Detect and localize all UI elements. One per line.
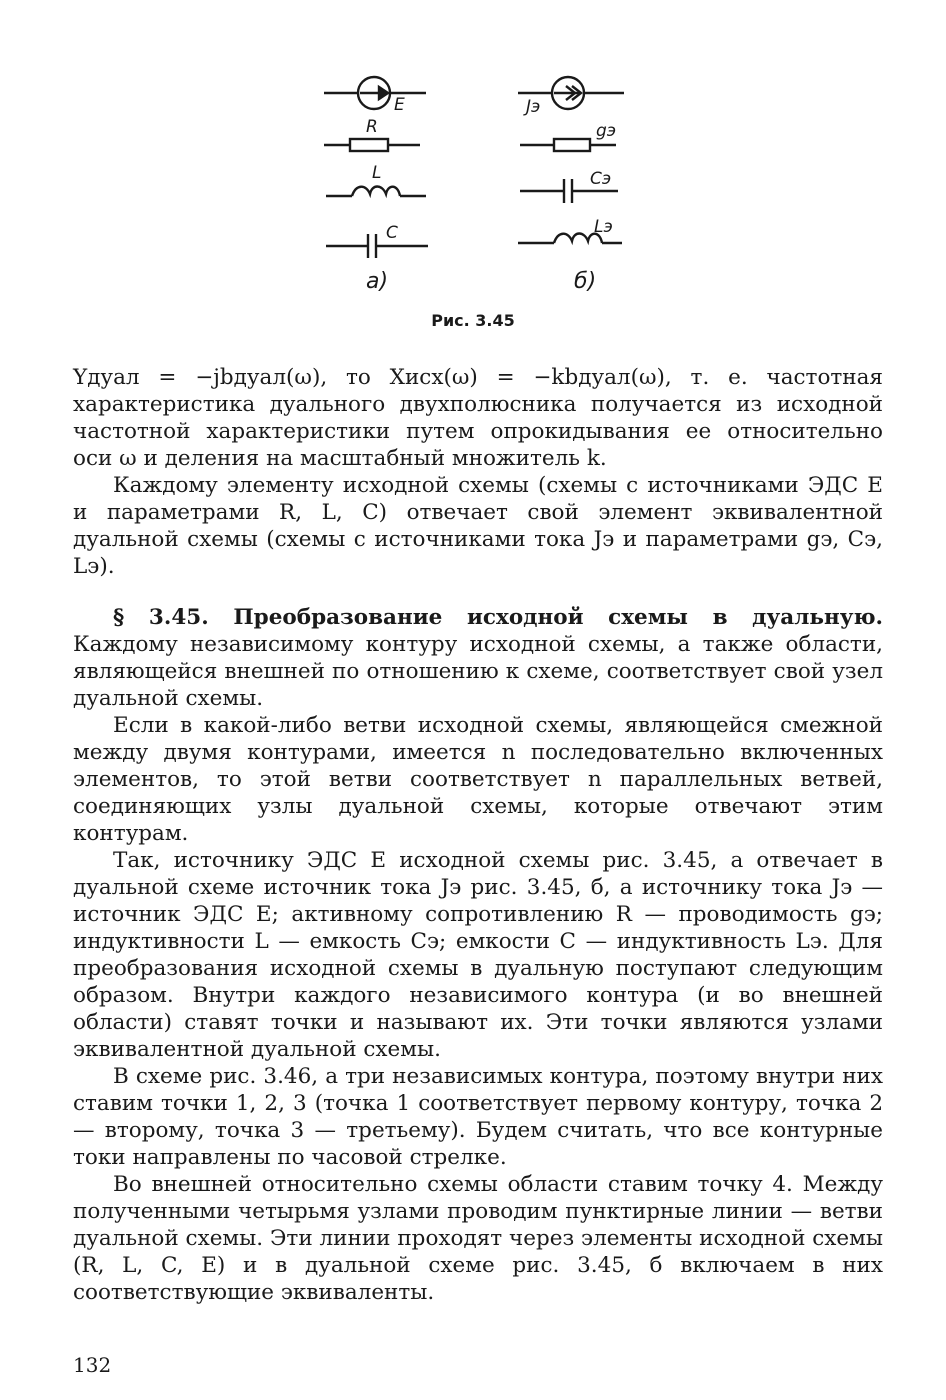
paragraph: Так, источнику ЭДС E исходной схемы рис. 3.45, а отвечает в дуальной схеме источник тока Jэ рис. 3.45, б, а источнику тока Jэ — источник ЭДС E; активному сопротивлению R — проводимость gэ; индуктивности L — емкость Cэ; емкости C — индуктивность Lэ. Для преобразования исходной схемы в дуальную поступают следующим образом. Внутри каждого независимого контура (и во внешней области) ставят точки и называют их. Эти точки являются узлами эквивалентной дуальной схемы.	[73, 848, 883, 1062]
label-C-e: Cэ	[590, 169, 612, 189]
conductance-icon	[554, 139, 590, 151]
inductor-icon	[352, 187, 400, 197]
page-number: 132	[73, 1353, 112, 1377]
label-L-e: Lэ	[594, 217, 613, 237]
paragraph: Каждому элементу исходной схемы (схемы с источниками ЭДС E и параметрами R, L, C) отвечает свой элемент эквивалентной дуальной схемы (схемы с источниками тока Jэ и параметрами gэ, Cэ, Lэ).	[73, 473, 883, 579]
body-text	[73, 364, 883, 1306]
sublabel-a: а)	[366, 269, 389, 294]
paragraph: Каждому независимому контуру исходной схемы, а также области, являющейся внешней по отношению к схеме, соответствует свой узел дуальной схемы.	[73, 632, 883, 711]
label-L: L	[372, 163, 382, 183]
sublabel-b: б)	[574, 269, 597, 294]
paragraph: Yдуал = −jbдуал(ω), то Xисх(ω) = −kbдуал(ω), т. е. частотная характеристика дуального двухполюсника получается из исходной частотной характеристики путем опрокидывания ее относительно оси ω и деления на масштабный множитель k.	[73, 365, 883, 471]
paragraph: Если в какой-либо ветви исходной схемы, являющейся смежной между двумя контурами, имеется n последовательно включенных элементов, то этой ветви соответствует n параллельных ветвей, соединяющих узлы дуальной схемы, которые отвечают этим контурам.	[73, 713, 883, 846]
label-E: E	[394, 95, 405, 115]
section-heading: § 3.45. Преобразование исходной схемы в дуальную.	[113, 605, 883, 630]
figure-caption: Рис. 3.45	[431, 311, 515, 330]
paragraph: Во внешней относительно схемы области ставим точку 4. Между полученными четырьмя узлами проводим пунктирные линии — ветви дуальной схемы. Эти линии проходят через элементы исходной схемы (R, L, C, E) и в дуальной схеме рис. 3.45, б включаем в них соответствующие эквиваленты.	[73, 1172, 883, 1305]
section-paragraph	[73, 604, 883, 712]
resistor-icon	[350, 139, 388, 151]
label-R: R	[366, 117, 378, 137]
label-C: C	[386, 223, 398, 243]
figure-3-45	[300, 60, 660, 310]
circuit-elements-diagram	[300, 60, 660, 310]
label-J-e: Jэ	[526, 97, 541, 117]
label-g-e: gэ	[596, 121, 617, 141]
emf-arrow-head-icon	[379, 87, 388, 99]
paragraph: В схеме рис. 3.46, а три независимых контура, поэтому внутри них ставим точки 1, 2, 3 (точка 1 соответствует первому контуру, точка 2 — второму, точка 3 — третьему). Будем считать, что все контурные токи направлены по часовой стрелке.	[73, 1064, 883, 1170]
